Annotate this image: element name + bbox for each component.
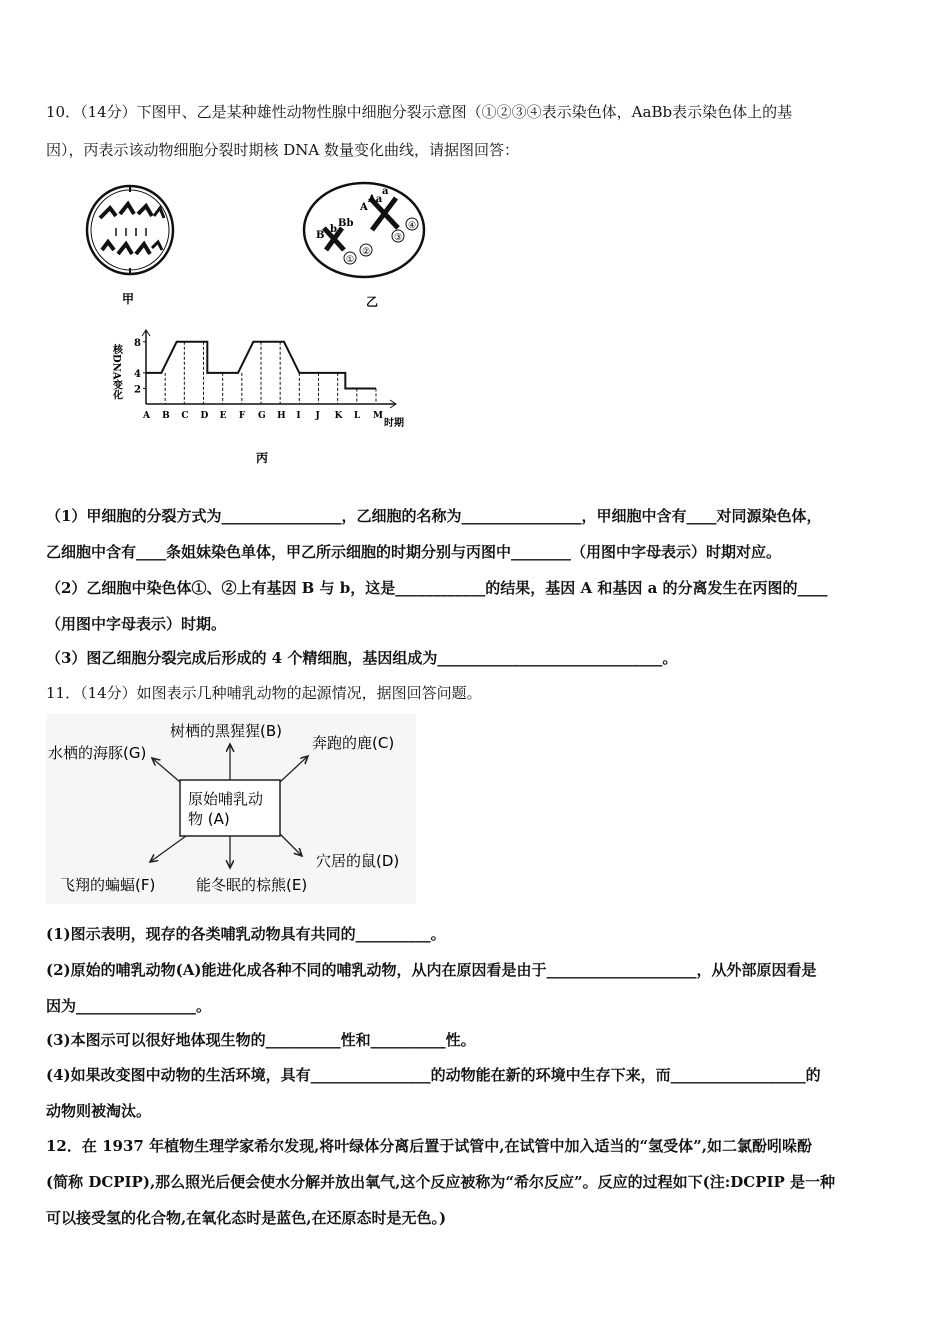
chart-bing (106, 326, 416, 471)
x-tick-label: A (143, 411, 150, 421)
fig-yi-label: 乙 (366, 295, 379, 309)
x-axis-label: 时期 (384, 418, 404, 429)
x-tick-label: M (373, 411, 383, 421)
y-tick-label: 2 (134, 384, 141, 396)
q10-line1: 10．（14分）下图甲、乙是某种雄性动物性腺中细胞分裂示意图（①②③④表示染色体，AaBb表示染色体上的基 (46, 103, 793, 121)
x-tick-label: E (219, 411, 227, 421)
mammal-b: 树栖的黑猩猩(B) (170, 722, 282, 740)
q10-sub2-line2: （用图中字母表示）时期。 (46, 615, 227, 633)
x-tick-label: H (277, 411, 286, 421)
yi-gene-B: B (316, 230, 325, 241)
q11-sub4-line2: 动物则被淘汰。 (46, 1102, 152, 1120)
x-tick-label: F (238, 411, 246, 421)
x-tick-label: K (334, 411, 343, 421)
x-tick-label: I (296, 411, 301, 421)
figure-mammal-origin (46, 714, 416, 904)
figure-jia (82, 178, 180, 308)
chart-title: 丙 (256, 451, 269, 465)
q11-sub2-line1: (2)原始的哺乳动物(A)能进化成各种不同的哺乳动物，从内在原因看是由于____________________，从外部原因看是 (46, 961, 817, 979)
q10-sub3: （3）图乙细胞分裂完成后形成的 4 个精细胞，基因组成为______________________________。 (46, 649, 678, 667)
q12-line3: 可以接受氢的化合物,在氧化态时是蓝色,在还原态时是无色。) (46, 1209, 447, 1227)
x-tick-label: B (162, 411, 170, 421)
q10-sub1-line2: 乙细胞中含有____条姐妹染色单体，甲乙所示细胞的时期分别与丙图中________（用图中字母表示）时期对应。 (46, 543, 782, 561)
x-tick-label: J (315, 411, 320, 421)
yi-gene-Bb: Bb (338, 218, 354, 229)
yi-gene-b: b (330, 224, 337, 235)
y-tick-label: 4 (134, 368, 141, 380)
center-label-2: 物 (A) (188, 810, 230, 828)
x-tick-label: C (181, 411, 189, 421)
mammal-e: 能冬眠的棕熊(E) (196, 876, 308, 894)
yi-number-3: ③ (394, 233, 403, 243)
q12-line1: 12．在 1937 年植物生理学家希尔发现,将叶绿体分离后置于试管中,在试管中加入适当的“氢受体”,如二氯酚吲哚酚 (46, 1137, 812, 1155)
yi-number-1: ① (346, 255, 355, 265)
figure-yi (302, 178, 432, 313)
yi-number-2: ② (362, 247, 371, 257)
yi-gene-A: A (360, 202, 368, 213)
x-tick-label: D (200, 411, 209, 421)
q12-line2: (简称 DCPIP),那么照光后便会使水分解并放出氧气,这个反应被称为“希尔反应”。反应的过程如下(注:DCPIP 是一种 (46, 1173, 836, 1191)
x-tick-label: L (353, 411, 361, 421)
yi-gene-Aa: Aa (368, 194, 383, 205)
fig-jia-label: 甲 (122, 292, 135, 306)
q10-line2: 因），丙表示该动物细胞分裂时期核 DNA 数量变化曲线，请据图回答： (46, 141, 520, 159)
q11-sub4-line1: (4)如果改变图中动物的生活环境，具有________________的动物能在新的环境中生存下来，而__________________的 (46, 1066, 821, 1084)
y-axis-label: 核DNA变化 (110, 344, 122, 400)
q10-sub2-line1: （2）乙细胞中染色体①、②上有基因 B 与 b，这是____________的结果，基因 A 和基因 a 的分离发生在丙图的____ (46, 579, 828, 597)
y-tick-label: 8 (134, 337, 141, 349)
q11-sub3: (3)本图示可以很好地体现生物的__________性和__________性。 (46, 1031, 476, 1049)
yi-gene-a: a (382, 186, 389, 197)
mammal-c: 奔跑的鹿(C) (312, 734, 395, 752)
mammal-d: 穴居的鼠(D) (316, 852, 400, 870)
mammal-f: 飞翔的蝙蝠(F) (60, 876, 156, 894)
q10-sub1-line1: （1）甲细胞的分裂方式为________________，乙细胞的名称为________________，甲细胞中含有____对同源染色体， (46, 507, 822, 525)
center-label-1: 原始哺乳动 (188, 790, 264, 808)
q11-sub2-line2: 因为________________。 (46, 997, 212, 1015)
x-tick-label: G (258, 411, 266, 421)
mammal-g: 水栖的海豚(G) (48, 744, 147, 762)
q11-line1: 11．（14分）如图表示几种哺乳动物的起源情况，据图回答问题。 (46, 684, 482, 702)
q11-sub1: (1)图示表明，现存的各类哺乳动物具有共同的__________。 (46, 925, 446, 943)
yi-number-4: ④ (408, 221, 417, 231)
